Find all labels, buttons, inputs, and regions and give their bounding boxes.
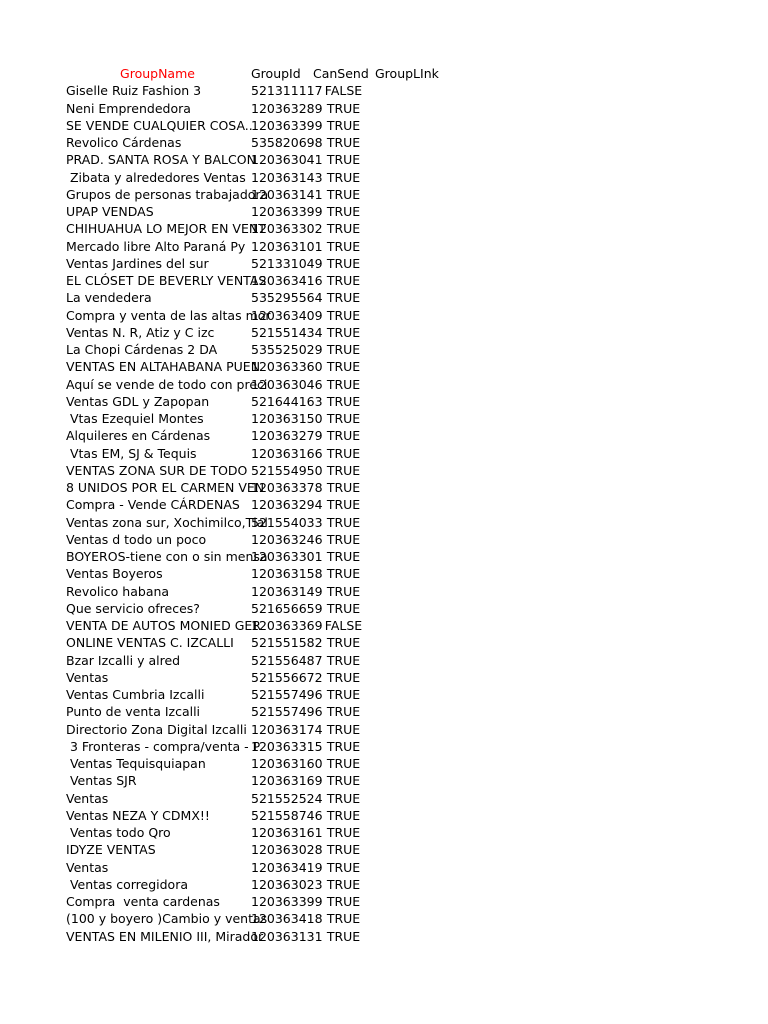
- group-link-cell: [373, 893, 453, 910]
- group-link-cell: [373, 824, 453, 841]
- group-name-cell: Ventas Tequisquiapan: [66, 756, 206, 771]
- table-row: [0, 100, 768, 117]
- group-id-cell: 521551434: [251, 324, 323, 340]
- group-link-cell: [373, 583, 453, 600]
- can-send-cell: TRUE: [326, 186, 361, 202]
- group-name-cell: Ventas SJR: [66, 773, 137, 789]
- group-name-cell: VENTAS EN ALTAHABANA PUEN: [66, 359, 261, 375]
- group-name-cell: Vtas EM, SJ & Tequis: [66, 445, 197, 461]
- group-name-cell: Ventas GDL y Zapopan: [66, 393, 210, 409]
- table-row: [0, 686, 768, 703]
- spreadsheet: [0, 65, 768, 945]
- group-id-cell: 120363399: [251, 894, 323, 909]
- group-id-cell: 521331049: [251, 255, 323, 271]
- group-name-cell: VENTAS ZONA SUR DE TODO: [66, 462, 248, 478]
- group-name-cell: 3 Fronteras - compra/venta - P: [66, 738, 261, 754]
- group-link-cell: [373, 186, 453, 203]
- group-link-cell: [373, 117, 453, 134]
- can-send-cell: TRUE: [326, 773, 361, 789]
- table-row: [0, 634, 768, 651]
- table-row: [0, 496, 768, 513]
- group-name-cell: PRAD. SANTA ROSA Y BALCON: [66, 152, 256, 168]
- table-row: [0, 841, 768, 858]
- group-id-cell: 120363416: [251, 273, 323, 288]
- can-send-cell: TRUE: [326, 307, 361, 323]
- group-id-cell: 120363023: [251, 876, 323, 892]
- table-row: [0, 583, 768, 600]
- table-row: [0, 893, 768, 910]
- group-name-cell: SE VENDE CUALQUIER COSA..: [66, 117, 253, 133]
- group-id-cell: 521556487: [251, 652, 323, 668]
- can-send-cell: TRUE: [326, 221, 361, 237]
- table-row: [0, 755, 768, 772]
- group-link-cell: [373, 255, 453, 272]
- can-send-cell: TRUE: [326, 445, 361, 461]
- group-name-cell: UPAP VENDAS: [66, 204, 154, 219]
- group-link-cell: [373, 703, 453, 720]
- group-name-cell: IDYZE VENTAS: [66, 842, 156, 858]
- can-send-cell: TRUE: [326, 859, 361, 875]
- group-id-cell: 120363028: [251, 842, 323, 858]
- group-link-cell: [373, 910, 453, 927]
- table-row: [0, 341, 768, 358]
- table-row: [0, 134, 768, 151]
- group-name-cell: Ventas Cumbria Izcalli: [66, 687, 205, 702]
- group-id-cell: 120363301: [251, 549, 323, 564]
- group-id-cell: 120363141: [251, 186, 323, 202]
- can-send-cell: TRUE: [326, 411, 361, 426]
- can-send-cell: TRUE: [326, 704, 361, 720]
- group-link-cell: [373, 169, 453, 186]
- group-name-cell: Directorio Zona Digital Izcalli: [66, 721, 247, 737]
- group-link-cell: [373, 376, 453, 393]
- group-link-cell: [373, 652, 453, 669]
- table-row: [0, 220, 768, 237]
- table-row: [0, 151, 768, 168]
- table-row: [0, 289, 768, 306]
- table-row: [0, 790, 768, 807]
- can-send-cell: TRUE: [326, 583, 361, 599]
- group-link-cell: [373, 427, 453, 444]
- group-id-cell: 521644163: [251, 393, 323, 409]
- group-name-cell: VENTAS EN MILENIO III, Mirador: [66, 928, 264, 944]
- group-id-cell: 120363143: [251, 169, 323, 185]
- header-can-send: CanSend: [313, 66, 369, 81]
- group-link-cell: [373, 514, 453, 531]
- group-id-cell: 120363150: [251, 411, 323, 426]
- group-link-cell: [373, 82, 453, 99]
- group-link-cell: [373, 410, 453, 427]
- group-name-cell: Ventas zona sur, Xochimilco,Tlal: [66, 514, 268, 530]
- group-name-cell: Alquileres en Cárdenas: [66, 428, 211, 444]
- table-row: [0, 445, 768, 462]
- group-id-cell: 521556672: [251, 669, 323, 685]
- group-link-cell: [373, 341, 453, 358]
- group-link-cell: [373, 393, 453, 410]
- table-row: [0, 669, 768, 686]
- can-send-cell: TRUE: [326, 238, 361, 254]
- table-row: [0, 548, 768, 565]
- group-link-cell: [373, 272, 453, 289]
- group-link-cell: [373, 669, 453, 686]
- group-id-cell: 120363369: [251, 618, 323, 633]
- group-id-cell: 521552524: [251, 790, 323, 806]
- group-link-cell: [373, 928, 453, 945]
- group-name-cell: Ventas Boyeros: [66, 566, 163, 582]
- group-name-cell: 8 UNIDOS POR EL CARMEN VEN: [66, 480, 265, 495]
- group-id-cell: 535525029: [251, 342, 323, 357]
- group-id-cell: 535820698: [251, 135, 323, 150]
- table-row: [0, 652, 768, 669]
- can-send-cell: TRUE: [326, 825, 361, 840]
- group-link-cell: [373, 220, 453, 237]
- can-send-cell: TRUE: [326, 600, 361, 616]
- group-name-cell: Compra y venta de las altas mor: [66, 307, 271, 323]
- group-link-cell: [373, 686, 453, 703]
- can-send-cell: TRUE: [326, 807, 361, 823]
- group-name-cell: Vtas Ezequiel Montes: [66, 411, 204, 426]
- group-id-cell: 120363161: [251, 825, 323, 840]
- can-send-cell: TRUE: [326, 531, 361, 547]
- table-row: [0, 479, 768, 496]
- table-row: [0, 169, 768, 186]
- can-send-cell: TRUE: [326, 790, 361, 806]
- group-name-cell: La vendedera: [66, 290, 152, 306]
- can-send-cell: TRUE: [326, 480, 361, 495]
- group-id-cell: 521311117: [251, 83, 323, 99]
- group-name-cell: Mercado libre Alto Paraná Py: [66, 238, 246, 254]
- can-send-cell: TRUE: [326, 756, 361, 771]
- group-name-cell: Zibata y alrededores Ventas: [66, 169, 246, 185]
- can-send-cell: FALSE: [324, 618, 363, 633]
- header-row: [0, 65, 768, 82]
- can-send-cell: TRUE: [326, 462, 361, 478]
- table-row: [0, 238, 768, 255]
- group-id-cell: 120363149: [251, 583, 323, 599]
- group-name-cell: Aquí se vende de todo con preci: [66, 376, 268, 392]
- group-id-cell: 120363294: [251, 497, 323, 513]
- table-row: [0, 859, 768, 876]
- can-send-cell: TRUE: [326, 514, 361, 530]
- table-row: [0, 307, 768, 324]
- can-send-cell: TRUE: [326, 169, 361, 185]
- header-group-link: GroupLInk: [375, 66, 439, 81]
- group-link-cell: [373, 462, 453, 479]
- can-send-cell: TRUE: [326, 324, 361, 340]
- group-name-cell: Ventas d todo un poco: [66, 531, 207, 547]
- can-send-cell: TRUE: [326, 100, 361, 116]
- table-row: [0, 600, 768, 617]
- group-name-cell: Compra venta cardenas: [66, 894, 220, 909]
- header-group-name: GroupName: [120, 66, 195, 81]
- group-link-cell: [373, 445, 453, 462]
- group-id-cell: 120363169: [251, 773, 323, 789]
- group-link-cell: [373, 790, 453, 807]
- can-send-cell: TRUE: [326, 204, 361, 219]
- header-group-id: GroupId: [251, 66, 301, 81]
- group-link-cell: [373, 203, 453, 220]
- group-name-cell: Neni Emprendedora: [66, 100, 191, 116]
- group-link-cell: [373, 151, 453, 168]
- group-name-cell: EL CLÓSET DE BEVERLY VENTAS: [66, 273, 267, 288]
- group-link-cell: [373, 738, 453, 755]
- table-row: [0, 703, 768, 720]
- can-send-cell: TRUE: [326, 117, 361, 133]
- table-row: [0, 376, 768, 393]
- group-name-cell: Ventas Jardines del sur: [66, 255, 209, 271]
- group-name-cell: BOYEROS-tiene con o sin mensa: [66, 549, 268, 564]
- can-send-cell: TRUE: [326, 359, 361, 375]
- table-row: [0, 82, 768, 99]
- table-row: [0, 807, 768, 824]
- group-id-cell: 120363419: [251, 859, 323, 875]
- table-row: [0, 514, 768, 531]
- table-row: [0, 462, 768, 479]
- group-name-cell: (100 y boyero )Cambio y ventas: [66, 911, 268, 927]
- group-link-cell: [373, 324, 453, 341]
- group-link-cell: [373, 479, 453, 496]
- group-id-cell: 521551582: [251, 635, 323, 651]
- group-name-cell: Compra - Vende CÁRDENAS: [66, 497, 240, 513]
- group-link-cell: [373, 617, 453, 634]
- group-id-cell: 120363399: [251, 117, 323, 133]
- group-id-cell: 120363399: [251, 204, 323, 219]
- group-id-cell: 120363174: [251, 721, 323, 737]
- group-link-cell: [373, 100, 453, 117]
- can-send-cell: TRUE: [326, 393, 361, 409]
- table-row: [0, 910, 768, 927]
- group-link-cell: [373, 565, 453, 582]
- table-row: [0, 117, 768, 134]
- table-row: [0, 531, 768, 548]
- group-id-cell: 521558746: [251, 807, 323, 823]
- group-name-cell: Ventas: [66, 669, 109, 685]
- table-row: [0, 186, 768, 203]
- group-name-cell: Giselle Ruiz Fashion 3: [66, 83, 202, 99]
- group-name-cell: Ventas: [66, 790, 109, 806]
- can-send-cell: TRUE: [326, 290, 361, 306]
- table-body: [0, 82, 768, 945]
- group-id-cell: 120363246: [251, 531, 323, 547]
- table-row: [0, 324, 768, 341]
- group-name-cell: Revolico Cárdenas: [66, 135, 182, 150]
- group-name-cell: Bzar Izcalli y alred: [66, 652, 181, 668]
- group-link-cell: [373, 134, 453, 151]
- can-send-cell: TRUE: [326, 876, 361, 892]
- can-send-cell: TRUE: [326, 255, 361, 271]
- table-row: [0, 721, 768, 738]
- group-id-cell: 120363289: [251, 100, 323, 116]
- can-send-cell: TRUE: [326, 652, 361, 668]
- group-id-cell: 120363166: [251, 445, 323, 461]
- table-row: [0, 617, 768, 634]
- group-id-cell: 120363041: [251, 152, 323, 168]
- can-send-cell: TRUE: [326, 428, 361, 444]
- group-id-cell: 120363302: [251, 221, 323, 237]
- can-send-cell: TRUE: [326, 273, 361, 288]
- can-send-cell: TRUE: [326, 928, 361, 944]
- group-link-cell: [373, 358, 453, 375]
- group-name-cell: Ventas todo Qro: [66, 825, 171, 840]
- group-link-cell: [373, 238, 453, 255]
- table-row: [0, 928, 768, 945]
- group-id-cell: 120363360: [251, 359, 323, 375]
- group-name-cell: CHIHUAHUA LO MEJOR EN VENT: [66, 221, 266, 237]
- table-row: [0, 427, 768, 444]
- group-id-cell: 120363279: [251, 428, 323, 444]
- table-row: [0, 272, 768, 289]
- can-send-cell: TRUE: [326, 687, 361, 702]
- table-row: [0, 358, 768, 375]
- group-id-cell: 120363315: [251, 738, 323, 754]
- group-link-cell: [373, 531, 453, 548]
- group-id-cell: 521554033: [251, 514, 323, 530]
- group-id-cell: 120363046: [251, 376, 323, 392]
- table-row: [0, 772, 768, 789]
- table-row: [0, 410, 768, 427]
- group-name-cell: Punto de venta Izcalli: [66, 704, 201, 720]
- table-row: [0, 565, 768, 582]
- group-link-cell: [373, 548, 453, 565]
- group-link-cell: [373, 859, 453, 876]
- group-id-cell: 120363158: [251, 566, 323, 582]
- can-send-cell: TRUE: [326, 549, 361, 564]
- group-id-cell: 120363160: [251, 756, 323, 771]
- group-id-cell: 521554950: [251, 462, 323, 478]
- can-send-cell: TRUE: [326, 135, 361, 150]
- table-row: [0, 393, 768, 410]
- can-send-cell: TRUE: [326, 566, 361, 582]
- can-send-cell: TRUE: [326, 721, 361, 737]
- can-send-cell: TRUE: [326, 152, 361, 168]
- group-id-cell: 120363409: [251, 307, 323, 323]
- group-name-cell: Ventas N. R, Atiz y C izc: [66, 324, 215, 340]
- can-send-cell: TRUE: [326, 376, 361, 392]
- group-name-cell: ONLINE VENTAS C. IZCALLI: [66, 635, 234, 651]
- group-link-cell: [373, 841, 453, 858]
- group-link-cell: [373, 755, 453, 772]
- group-link-cell: [373, 772, 453, 789]
- group-name-cell: La Chopi Cárdenas 2 DA: [66, 342, 218, 357]
- group-name-cell: Ventas corregidora: [66, 876, 188, 892]
- group-name-cell: Ventas NEZA Y CDMX!!: [66, 807, 210, 823]
- can-send-cell: TRUE: [326, 669, 361, 685]
- table-row: [0, 203, 768, 220]
- can-send-cell: TRUE: [326, 842, 361, 858]
- group-id-cell: 120363131: [251, 928, 323, 944]
- table-row: [0, 824, 768, 841]
- table-row: [0, 255, 768, 272]
- group-id-cell: 521557496: [251, 687, 323, 702]
- can-send-cell: FALSE: [324, 83, 363, 99]
- can-send-cell: TRUE: [326, 497, 361, 513]
- group-id-cell: 120363101: [251, 238, 323, 254]
- can-send-cell: TRUE: [326, 911, 361, 927]
- table-row: [0, 876, 768, 893]
- group-name-cell: Ventas: [66, 859, 109, 875]
- group-name-cell: VENTA DE AUTOS MONIED GER: [66, 618, 261, 633]
- can-send-cell: TRUE: [326, 738, 361, 754]
- group-link-cell: [373, 600, 453, 617]
- group-id-cell: 120363378: [251, 480, 323, 495]
- group-link-cell: [373, 721, 453, 738]
- group-name-cell: Revolico habana: [66, 583, 170, 599]
- group-name-cell: Que servicio ofreces?: [66, 600, 200, 616]
- group-id-cell: 535295564: [251, 290, 323, 306]
- group-link-cell: [373, 634, 453, 651]
- group-link-cell: [373, 876, 453, 893]
- group-link-cell: [373, 307, 453, 324]
- group-link-cell: [373, 289, 453, 306]
- can-send-cell: TRUE: [326, 894, 361, 909]
- group-id-cell: 521557496: [251, 704, 323, 720]
- table-row: [0, 738, 768, 755]
- group-name-cell: Grupos de personas trabajadora: [66, 186, 269, 202]
- can-send-cell: TRUE: [326, 635, 361, 651]
- group-link-cell: [373, 807, 453, 824]
- group-id-cell: 521656659: [251, 600, 323, 616]
- group-id-cell: 120363418: [251, 911, 323, 927]
- group-link-cell: [373, 496, 453, 513]
- can-send-cell: TRUE: [326, 342, 361, 357]
